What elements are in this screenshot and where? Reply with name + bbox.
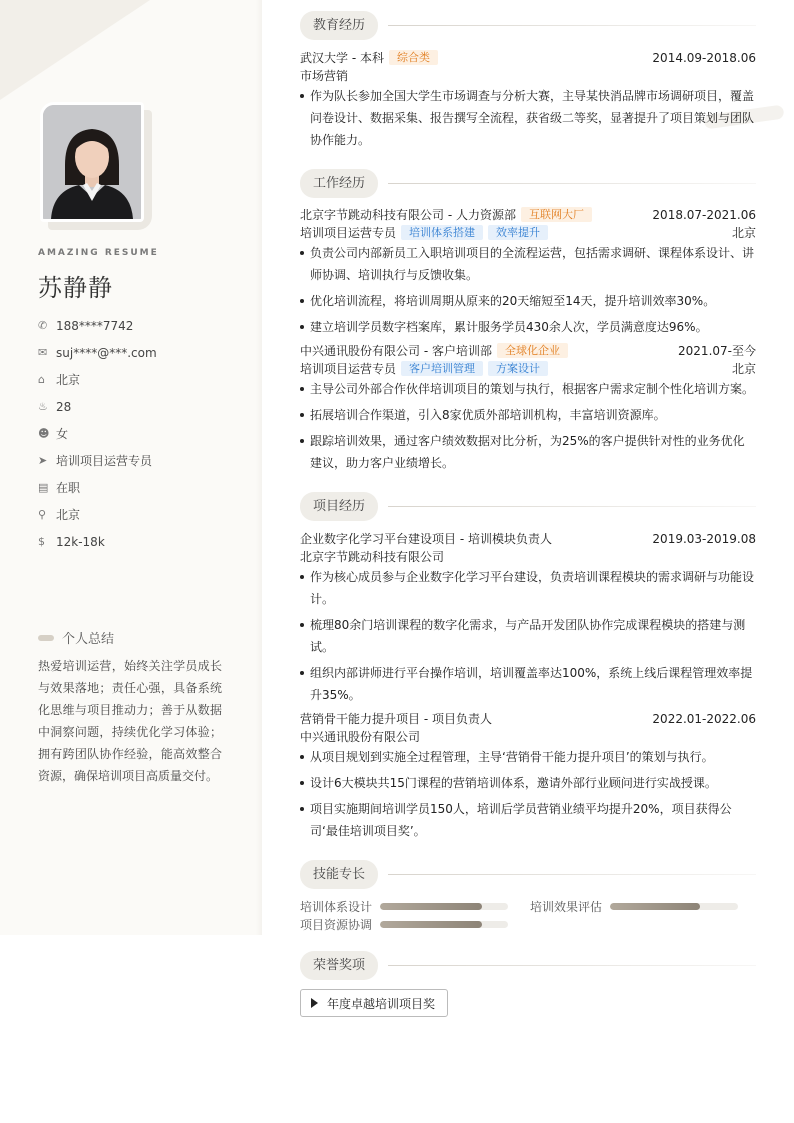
section-projects bbox=[300, 492, 756, 521]
company: 北京字节跳动科技有限公司 - 人力资源部 bbox=[300, 208, 516, 222]
education-header bbox=[300, 49, 756, 66]
avatar bbox=[40, 102, 144, 222]
candidate-name: 苏静静 bbox=[38, 274, 113, 302]
tagline: AMAZING RESUME bbox=[38, 248, 159, 258]
skill-bar bbox=[610, 903, 738, 910]
section-skills bbox=[300, 860, 756, 889]
list-item: 设计6大模块共15门课程的营销培训体系，邀请外部行业顾问进行实战授课。 bbox=[300, 772, 756, 794]
info-text: 28 bbox=[56, 399, 72, 414]
list-item: 组织内部讲师进行平台操作培训，培训覆盖率达100%，系统上线后课程管理效率提升35%。 bbox=[300, 662, 756, 706]
section-rule bbox=[388, 25, 756, 26]
job-role: 培训项目运营专员 bbox=[300, 362, 397, 376]
skill-item bbox=[300, 916, 508, 933]
job-city: 北京 bbox=[731, 226, 756, 240]
project-header bbox=[300, 530, 756, 547]
job-role-row bbox=[300, 360, 756, 377]
list-item: 负责公司内部新员工入职培训项目的全流程运营，包括需求调研、课程体系设计、讲师协调、培训执行与反馈收集。 bbox=[300, 242, 756, 286]
list-item: 优化培训流程，将培训周期从原来的20天缩短至14天，提升培训效率30%。 bbox=[300, 290, 756, 312]
project-name: 营销骨干能力提升项目 - 项目负责人 bbox=[300, 712, 492, 726]
award-badge bbox=[300, 989, 448, 1017]
section-title: 教育经历 bbox=[300, 11, 378, 40]
info-row bbox=[38, 447, 157, 474]
skill-bar bbox=[380, 921, 508, 928]
section-title: 荣誉奖项 bbox=[300, 951, 378, 980]
info-row bbox=[38, 393, 157, 420]
skill-tag: 客户培训管理 bbox=[401, 361, 483, 376]
skill-name: 项目资源协调 bbox=[300, 918, 373, 932]
summary-title: 个人总结 bbox=[62, 632, 115, 647]
skill-bar bbox=[380, 903, 508, 910]
skill-tag: 方案设计 bbox=[488, 361, 548, 376]
section-work bbox=[300, 169, 756, 198]
summary-text: 热爱培训运营，始终关注学员成长与效果落地；责任心强，具备系统化思维与项目推动力；善于从数据中洞察问题，持续优化学习体验；拥有跨团队协作经验，能高效整合资源，确保培训项目高质量交付。 bbox=[38, 659, 222, 783]
project-date: 2019.03-2019.08 bbox=[652, 531, 756, 546]
skill-item bbox=[300, 898, 508, 915]
section-title: 项目经历 bbox=[300, 492, 378, 521]
list-item: 作为核心成员参与企业数字化学习平台建设，负责培训课程模块的需求调研与功能设计。 bbox=[300, 566, 756, 610]
play-icon bbox=[311, 998, 318, 1008]
education-major-row bbox=[300, 67, 756, 84]
avatar-photo bbox=[43, 105, 141, 219]
send-icon: ➤ bbox=[38, 454, 48, 467]
company-tag: 全球化企业 bbox=[497, 343, 568, 358]
major: 市场营销 bbox=[300, 69, 349, 83]
info-text: 188****7742 bbox=[56, 318, 134, 333]
info-row bbox=[38, 312, 157, 339]
list-item: 主导公司外部合作伙伴培训项目的策划与执行，根据客户需求定制个性化培训方案。 bbox=[300, 378, 756, 400]
list-item: 拓展培训合作渠道，引入8家优质外部培训机构，丰富培训资源库。 bbox=[300, 404, 756, 426]
info-text: 北京 bbox=[56, 373, 81, 387]
job-city: 北京 bbox=[731, 362, 756, 376]
home-icon: ⌂ bbox=[38, 373, 45, 386]
list-item: 建立培训学员数字档案库，累计服务学员430余人次，学员满意度达96%。 bbox=[300, 316, 756, 338]
project-org: 中兴通讯股份有限公司 bbox=[300, 730, 421, 744]
education-date: 2014.09-2018.06 bbox=[652, 50, 756, 65]
school-tag: 综合类 bbox=[389, 50, 438, 65]
info-row bbox=[38, 501, 157, 528]
project-org-row bbox=[300, 548, 756, 565]
list-item: 跟踪培训效果，通过客户绩效数据对比分析，为25%的客户提供针对性的业务优化建议，助力客户业绩增长。 bbox=[300, 430, 756, 474]
cake-icon: ♨ bbox=[38, 400, 48, 413]
skill-bar-fill bbox=[380, 921, 482, 928]
skill-bar-fill bbox=[610, 903, 700, 910]
sidebar-edge bbox=[256, 0, 262, 935]
gender-icon: ☻ bbox=[38, 427, 50, 440]
job-role-row bbox=[300, 224, 756, 241]
list-item: 梳理80余门培训课程的数字化需求，与产品开发团队协作完成课程模块的搭建与测试。 bbox=[300, 614, 756, 658]
company: 中兴通讯股份有限公司 - 客户培训部 bbox=[300, 344, 492, 358]
company-tag: 互联网大厂 bbox=[521, 207, 592, 222]
skill-name: 培训体系设计 bbox=[300, 900, 373, 914]
mail-icon: ✉ bbox=[38, 346, 48, 359]
section-education bbox=[300, 11, 756, 40]
project-header bbox=[300, 710, 756, 727]
section-rule bbox=[388, 506, 756, 507]
award-name: 年度卓越培训项目奖 bbox=[327, 996, 436, 1011]
skill-item bbox=[530, 898, 738, 915]
info-text: 女 bbox=[56, 427, 69, 441]
info-text: 培训项目运营专员 bbox=[56, 454, 153, 468]
corner-decoration bbox=[0, 0, 150, 100]
skill-tag: 培训体系搭建 bbox=[401, 225, 483, 240]
skill-tag: 效率提升 bbox=[488, 225, 548, 240]
school-name: 武汉大学 - 本科 bbox=[300, 51, 384, 65]
job-header bbox=[300, 342, 756, 359]
info-text: suj****@***.com bbox=[56, 345, 157, 360]
phone-icon: ✆ bbox=[38, 319, 48, 332]
section-title: 技能专长 bbox=[300, 860, 378, 889]
section-title: 工作经历 bbox=[300, 169, 378, 198]
contact-info bbox=[38, 312, 157, 555]
section-rule bbox=[388, 874, 756, 875]
section-rule bbox=[388, 183, 756, 184]
section-rule bbox=[388, 965, 756, 966]
skill-name: 培训效果评估 bbox=[530, 900, 603, 914]
job-header bbox=[300, 206, 756, 223]
section-awards bbox=[300, 951, 756, 980]
project-org-row bbox=[300, 728, 756, 745]
list-item: 项目实施期间培训学员150人，培训后学员营销业绩平均提升20%，项目获得公司‘最佳培训项目奖’。 bbox=[300, 798, 756, 842]
sidebar bbox=[0, 0, 262, 935]
job-date: 2018.07-2021.06 bbox=[652, 207, 756, 222]
info-text: 北京 bbox=[56, 508, 81, 522]
list-item: 作为队长参加全国大学生市场调查与分析大赛，主导某快消品牌市场调研项目，覆盖问卷设计、数据采集、报告撰写全流程，获省级二等奖，显著提升了项目策划与团队协作能力。 bbox=[300, 85, 756, 151]
salary-icon: $ bbox=[38, 535, 45, 548]
skill-bar-fill bbox=[380, 903, 482, 910]
project-name: 企业数字化学习平台建设项目 - 培训模块负责人 bbox=[300, 532, 552, 546]
summary-heading bbox=[38, 628, 114, 647]
info-text: 在职 bbox=[56, 481, 81, 495]
job-role: 培训项目运营专员 bbox=[300, 226, 397, 240]
project-date: 2022.01-2022.06 bbox=[652, 711, 756, 726]
info-row bbox=[38, 339, 157, 366]
info-row bbox=[38, 528, 157, 555]
location-icon: ⚲ bbox=[38, 508, 47, 521]
summary-pill bbox=[38, 635, 54, 641]
info-row bbox=[38, 420, 157, 447]
project-org: 北京字节跳动科技有限公司 bbox=[300, 550, 445, 564]
info-row bbox=[38, 474, 157, 501]
job-date: 2021.07-至今 bbox=[678, 344, 756, 358]
list-item: 从项目规划到实施全过程管理，主导‘营销骨干能力提升项目’的策划与执行。 bbox=[300, 746, 756, 768]
briefcase-icon: ▤ bbox=[38, 481, 49, 494]
avatar-frame bbox=[40, 102, 144, 222]
info-text: 12k-18k bbox=[56, 534, 105, 549]
info-row bbox=[38, 366, 157, 393]
